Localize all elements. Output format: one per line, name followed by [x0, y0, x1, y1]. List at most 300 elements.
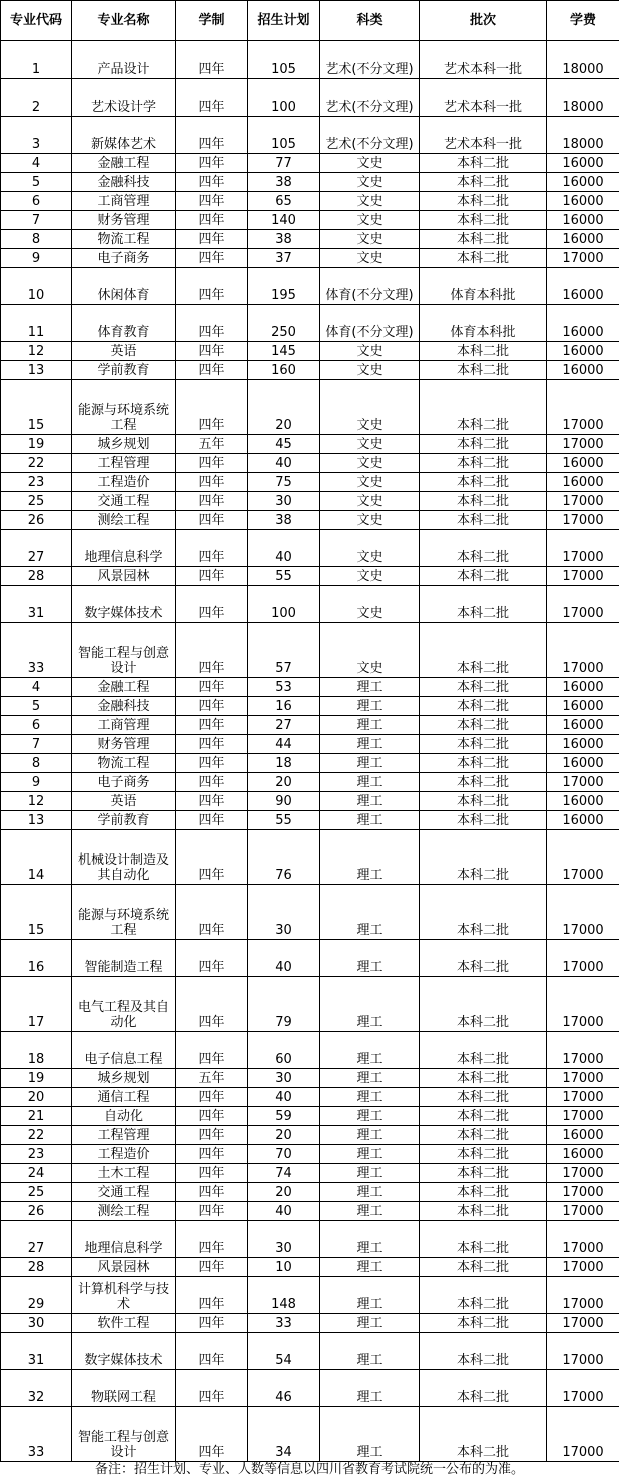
duration-cell	[176, 530, 248, 567]
tuition-cell	[547, 192, 619, 211]
tuition-text: 16000	[562, 344, 604, 359]
duration-text: 四年	[198, 1166, 225, 1181]
major-name-text: 数字媒体技术	[84, 606, 163, 621]
admission-batch-cell	[420, 342, 547, 361]
major-code-cell	[1, 567, 72, 586]
major-name-text: 计算机科学与技术	[77, 1282, 169, 1312]
admission-batch-text: 本科二批	[456, 175, 509, 190]
duration-cell	[176, 435, 248, 454]
tuition-text: 16000	[562, 213, 604, 228]
subject-category-cell	[320, 940, 420, 977]
tuition-cell	[547, 977, 619, 1032]
enrollment-plan-text: 27	[275, 718, 292, 733]
table-row	[1, 754, 619, 773]
subject-category-cell	[320, 230, 420, 249]
tuition-cell	[547, 1221, 619, 1258]
subject-category-text: 理工	[356, 699, 383, 714]
major-code-text: 21	[27, 1109, 45, 1124]
admission-batch-text: 本科二批	[456, 232, 509, 247]
table-row	[1, 530, 619, 567]
tuition-cell	[547, 473, 619, 492]
admission-batch-text: 本科二批	[456, 737, 509, 752]
admission-batch-cell	[420, 41, 547, 79]
tuition-cell	[547, 1069, 619, 1088]
major-name-text: 软件工程	[97, 1316, 150, 1331]
major-code-text: 33	[27, 661, 45, 676]
subject-category-text: 文史	[356, 606, 383, 621]
enrollment-plan-cell	[248, 773, 320, 792]
table-row	[1, 1126, 619, 1145]
duration-cell	[176, 154, 248, 173]
admission-batch-text: 体育本科批	[450, 288, 516, 303]
duration-cell	[176, 380, 248, 435]
duration-cell	[176, 79, 248, 117]
tuition-text: 17000	[562, 513, 604, 528]
subject-category-cell	[320, 1164, 420, 1183]
major-code-text: 30	[27, 1316, 45, 1331]
major-code-cell	[1, 530, 72, 567]
enrollment-plan-cell	[248, 977, 320, 1032]
subject-category-text: 理工	[356, 1241, 383, 1256]
subject-category-cell	[320, 305, 420, 342]
major-code-text: 15	[27, 923, 45, 938]
table-row	[1, 567, 619, 586]
enrollment-plan-cell	[248, 567, 320, 586]
admission-batch-text: 本科二批	[456, 569, 509, 584]
subject-category-cell	[320, 1221, 420, 1258]
subject-category-text: 文史	[356, 194, 383, 209]
admission-batch-cell	[420, 230, 547, 249]
major-name-text: 英语	[110, 794, 137, 809]
major-name-text: 智能制造工程	[84, 960, 163, 975]
admission-batch-cell	[420, 473, 547, 492]
major-code-text: 17	[27, 1015, 45, 1030]
admission-batch-text: 本科二批	[456, 718, 509, 733]
enrollment-plan-cell	[248, 1333, 320, 1370]
admission-batch-text: 本科二批	[456, 344, 509, 359]
admission-batch-text: 本科二批	[456, 475, 509, 490]
duration-text: 四年	[198, 513, 225, 528]
duration-cell	[176, 811, 248, 830]
major-code-cell	[1, 1202, 72, 1221]
admission-batch-text: 本科二批	[456, 156, 509, 171]
duration-text: 四年	[198, 1353, 225, 1368]
subject-category-cell	[320, 716, 420, 735]
major-code-cell	[1, 1088, 72, 1107]
admission-batch-text: 本科二批	[456, 363, 509, 378]
table-row	[1, 697, 619, 716]
subject-category-cell	[320, 1370, 420, 1407]
tuition-text: 17000	[562, 550, 604, 565]
enrollment-plan-text: 38	[275, 232, 292, 247]
subject-category-cell	[320, 79, 420, 117]
duration-text: 四年	[198, 813, 225, 828]
duration-cell	[176, 249, 248, 268]
major-code-cell	[1, 492, 72, 511]
major-code-cell	[1, 361, 72, 380]
tuition-text: 16000	[562, 456, 604, 471]
table-row	[1, 361, 619, 380]
major-name-cell	[72, 192, 176, 211]
tuition-cell	[547, 586, 619, 623]
table-row	[1, 41, 619, 79]
admission-batch-text: 本科二批	[456, 1316, 509, 1331]
enrollment-plan-text: 44	[275, 737, 292, 752]
major-name-cell	[72, 1088, 176, 1107]
admission-batch-cell	[420, 154, 547, 173]
tuition-text: 16000	[562, 363, 604, 378]
tuition-cell	[547, 1407, 619, 1462]
major-code-text: 11	[27, 325, 45, 340]
enrollment-plan-text: 195	[271, 288, 296, 303]
table-row	[1, 1183, 619, 1202]
major-code-cell	[1, 173, 72, 192]
tuition-text: 17000	[562, 1204, 604, 1219]
subject-category-cell	[320, 361, 420, 380]
major-code-text: 13	[27, 813, 45, 828]
major-code-cell	[1, 1221, 72, 1258]
admission-batch-cell	[420, 1069, 547, 1088]
tuition-text: 17000	[562, 1071, 604, 1086]
table-row	[1, 79, 619, 117]
duration-text: 四年	[198, 251, 225, 266]
major-code-text: 2	[31, 100, 41, 115]
major-code-cell	[1, 1333, 72, 1370]
admission-batch-text: 本科二批	[456, 1109, 509, 1124]
major-name-cell	[72, 1277, 176, 1314]
tuition-text: 16000	[562, 194, 604, 209]
major-code-text: 29	[27, 1297, 45, 1312]
enrollment-plan-text: 20	[275, 1185, 292, 1200]
duration-text: 四年	[198, 232, 225, 247]
admission-batch-text: 本科二批	[456, 1445, 509, 1460]
duration-cell	[176, 1126, 248, 1145]
major-name-text: 电子信息工程	[84, 1052, 163, 1067]
tuition-cell	[547, 305, 619, 342]
major-name-text: 工程造价	[97, 1147, 150, 1162]
tuition-cell	[547, 754, 619, 773]
table-row	[1, 435, 619, 454]
table-row	[1, 1107, 619, 1126]
major-name-text: 金融工程	[97, 680, 150, 695]
tuition-cell	[547, 567, 619, 586]
duration-cell	[176, 173, 248, 192]
duration-text: 四年	[198, 1260, 225, 1275]
subject-category-text: 文史	[356, 213, 383, 228]
major-name-cell	[72, 586, 176, 623]
major-name-cell	[72, 697, 176, 716]
enrollment-plan-text: 145	[271, 344, 296, 359]
subject-category-text: 理工	[356, 718, 383, 733]
admission-batch-text: 本科二批	[456, 1297, 509, 1312]
table-row	[1, 249, 619, 268]
subject-category-text: 理工	[356, 1090, 383, 1105]
subject-category-cell	[320, 697, 420, 716]
enrollment-plan-text: 30	[275, 1241, 292, 1256]
admission-batch-text: 本科二批	[456, 213, 509, 228]
duration-text: 四年	[198, 1128, 225, 1143]
major-code-cell	[1, 586, 72, 623]
major-code-text: 12	[27, 794, 45, 809]
tuition-text: 16000	[562, 232, 604, 247]
admission-batch-text: 本科二批	[456, 1260, 509, 1275]
duration-text: 四年	[198, 1241, 225, 1256]
major-name-text: 测绘工程	[97, 513, 150, 528]
table-row	[1, 492, 619, 511]
admission-batch-cell	[420, 773, 547, 792]
tuition-cell	[547, 454, 619, 473]
enrollment-plan-text: 160	[271, 363, 296, 378]
enrollment-plan-text: 70	[275, 1147, 292, 1162]
tuition-text: 17000	[562, 1353, 604, 1368]
subject-category-text: 文史	[356, 661, 383, 676]
admission-batch-cell	[420, 735, 547, 754]
major-code-text: 27	[27, 1241, 45, 1256]
enrollment-plan-cell	[248, 473, 320, 492]
enrollment-plan-cell	[248, 342, 320, 361]
duration-text: 四年	[198, 325, 225, 340]
admission-batch-text: 本科二批	[456, 494, 509, 509]
table-row	[1, 1145, 619, 1164]
table-row	[1, 977, 619, 1032]
admission-batch-cell	[420, 792, 547, 811]
admission-batch-cell	[420, 361, 547, 380]
major-name-text: 物流工程	[97, 756, 150, 771]
duration-text: 四年	[198, 156, 225, 171]
enrollment-plan-text: 57	[275, 661, 292, 676]
major-name-cell	[72, 173, 176, 192]
admission-batch-text: 本科二批	[456, 1015, 509, 1030]
subject-category-text: 艺术(不分文理)	[325, 100, 414, 115]
enrollment-plan-cell	[248, 435, 320, 454]
tuition-cell	[547, 940, 619, 977]
tuition-text: 17000	[562, 494, 604, 509]
subject-category-text: 理工	[356, 1297, 383, 1312]
tuition-cell	[547, 268, 619, 305]
tuition-text: 16000	[562, 475, 604, 490]
enrollment-plan-cell	[248, 1370, 320, 1407]
major-name-cell	[72, 117, 176, 154]
major-code-text: 19	[27, 437, 45, 452]
tuition-cell	[547, 1183, 619, 1202]
major-code-cell	[1, 678, 72, 697]
duration-cell	[176, 586, 248, 623]
subject-category-cell	[320, 117, 420, 154]
admission-batch-text: 本科二批	[456, 1128, 509, 1143]
enrollment-plan-text: 100	[271, 100, 296, 115]
admission-batch-text: 本科二批	[456, 1071, 509, 1086]
subject-category-cell	[320, 754, 420, 773]
enrollment-plan-cell	[248, 79, 320, 117]
tuition-cell	[547, 1370, 619, 1407]
major-name-cell	[72, 754, 176, 773]
major-code-cell	[1, 885, 72, 940]
major-name-text: 风景园林	[97, 1260, 150, 1275]
enrollment-plan-cell	[248, 249, 320, 268]
major-code-cell	[1, 154, 72, 173]
tuition-cell	[547, 1333, 619, 1370]
tuition-text: 17000	[562, 923, 604, 938]
major-name-text: 工程造价	[97, 475, 150, 490]
subject-category-cell	[320, 211, 420, 230]
subject-category-text: 理工	[356, 1052, 383, 1067]
duration-text: 四年	[198, 661, 225, 676]
major-name-text: 自动化	[103, 1109, 143, 1124]
major-code-text: 7	[31, 737, 41, 752]
subject-category-cell	[320, 1145, 420, 1164]
duration-cell	[176, 1032, 248, 1069]
duration-text: 四年	[198, 1390, 225, 1405]
tuition-cell	[547, 435, 619, 454]
admission-batch-text: 本科二批	[456, 1241, 509, 1256]
enrollment-plan-cell	[248, 735, 320, 754]
tuition-text: 17000	[562, 1445, 604, 1460]
subject-category-text: 理工	[356, 1166, 383, 1181]
tuition-cell	[547, 830, 619, 885]
major-name-text: 物联网工程	[90, 1390, 156, 1405]
enrollment-plan-text: 59	[275, 1109, 292, 1124]
major-code-text: 26	[27, 1204, 45, 1219]
tuition-cell	[547, 697, 619, 716]
major-code-cell	[1, 192, 72, 211]
duration-text: 四年	[198, 344, 225, 359]
subject-category-text: 理工	[356, 1185, 383, 1200]
enrollment-plan-cell	[248, 1277, 320, 1314]
duration-text: 四年	[198, 680, 225, 695]
header-row	[1, 1, 619, 41]
subject-category-cell	[320, 268, 420, 305]
major-code-text: 23	[27, 1147, 45, 1162]
admission-batch-text: 本科二批	[456, 1185, 509, 1200]
major-name-cell	[72, 1221, 176, 1258]
tuition-cell	[547, 342, 619, 361]
admission-batch-text: 本科二批	[456, 923, 509, 938]
subject-category-text: 理工	[356, 756, 383, 771]
enrollment-plan-text: 79	[275, 1015, 292, 1030]
enrollment-plan-text: 45	[275, 437, 292, 452]
major-name-text: 金融科技	[97, 175, 150, 190]
subject-category-cell	[320, 511, 420, 530]
duration-text: 五年	[198, 1071, 225, 1086]
table-row	[1, 1333, 619, 1370]
major-name-cell	[72, 230, 176, 249]
subject-category-text: 文史	[356, 175, 383, 190]
subject-category-text: 文史	[356, 569, 383, 584]
enrollment-plan-cell	[248, 211, 320, 230]
major-code-text: 7	[31, 213, 41, 228]
major-code-cell	[1, 1126, 72, 1145]
enrollment-plan-cell	[248, 792, 320, 811]
major-code-cell	[1, 716, 72, 735]
major-code-cell	[1, 940, 72, 977]
admission-batch-cell	[420, 1107, 547, 1126]
major-code-cell	[1, 249, 72, 268]
admission-batch-cell	[420, 211, 547, 230]
subject-category-text: 理工	[356, 813, 383, 828]
enrollment-plan-cell	[248, 192, 320, 211]
table-row	[1, 117, 619, 154]
major-code-text: 5	[31, 175, 41, 190]
table-row	[1, 773, 619, 792]
major-code-text: 27	[27, 550, 45, 565]
subject-category-cell	[320, 1069, 420, 1088]
tuition-text: 17000	[562, 960, 604, 975]
duration-cell	[176, 735, 248, 754]
duration-cell	[176, 230, 248, 249]
duration-text: 四年	[198, 1109, 225, 1124]
enrollment-plan-cell	[248, 511, 320, 530]
subject-category-text: 文史	[356, 251, 383, 266]
tuition-cell	[547, 678, 619, 697]
major-name-cell	[72, 1370, 176, 1407]
major-name-cell	[72, 492, 176, 511]
major-name-text: 城乡规划	[97, 1071, 150, 1086]
major-code-cell	[1, 230, 72, 249]
tuition-cell	[547, 1088, 619, 1107]
tuition-cell	[547, 811, 619, 830]
admission-batch-cell	[420, 586, 547, 623]
duration-cell	[176, 1258, 248, 1277]
subject-category-cell	[320, 342, 420, 361]
enrollment-plan-cell	[248, 697, 320, 716]
header-admission-batch: 批次	[420, 1, 547, 41]
admission-batch-cell	[420, 678, 547, 697]
enrollment-plan-cell	[248, 830, 320, 885]
duration-cell	[176, 1183, 248, 1202]
major-name-text: 工商管理	[97, 718, 150, 733]
tuition-text: 17000	[562, 1297, 604, 1312]
major-name-text: 金融科技	[97, 699, 150, 714]
subject-category-text: 艺术(不分文理)	[325, 62, 414, 77]
subject-category-cell	[320, 773, 420, 792]
duration-cell	[176, 511, 248, 530]
duration-text: 四年	[198, 1204, 225, 1219]
subject-category-cell	[320, 567, 420, 586]
duration-text: 四年	[198, 1185, 225, 1200]
major-code-text: 25	[27, 494, 45, 509]
subject-category-text: 文史	[356, 513, 383, 528]
subject-category-text: 文史	[356, 156, 383, 171]
subject-category-cell	[320, 1202, 420, 1221]
duration-cell	[176, 473, 248, 492]
duration-cell	[176, 1069, 248, 1088]
enrollment-plan-cell	[248, 1126, 320, 1145]
major-name-cell	[72, 211, 176, 230]
duration-text: 四年	[198, 475, 225, 490]
admission-batch-text: 本科二批	[456, 513, 509, 528]
enrollment-plan-text: 38	[275, 513, 292, 528]
enrollment-plan-cell	[248, 1088, 320, 1107]
subject-category-text: 理工	[356, 868, 383, 883]
subject-category-cell	[320, 1258, 420, 1277]
major-code-cell	[1, 1107, 72, 1126]
subject-category-cell	[320, 735, 420, 754]
enrollment-plan-text: 90	[275, 794, 292, 809]
subject-category-cell	[320, 1314, 420, 1333]
admission-batch-cell	[420, 380, 547, 435]
enrollment-plan-text: 53	[275, 680, 292, 695]
major-name-text: 财务管理	[97, 737, 150, 752]
table-row	[1, 1221, 619, 1258]
major-name-text: 体育教育	[97, 325, 150, 340]
duration-cell	[176, 268, 248, 305]
enrollment-plan-cell	[248, 1221, 320, 1258]
subject-category-cell	[320, 173, 420, 192]
major-code-text: 5	[31, 699, 41, 714]
table-row	[1, 735, 619, 754]
major-name-text: 新媒体艺术	[90, 137, 156, 152]
duration-text: 四年	[198, 737, 225, 752]
